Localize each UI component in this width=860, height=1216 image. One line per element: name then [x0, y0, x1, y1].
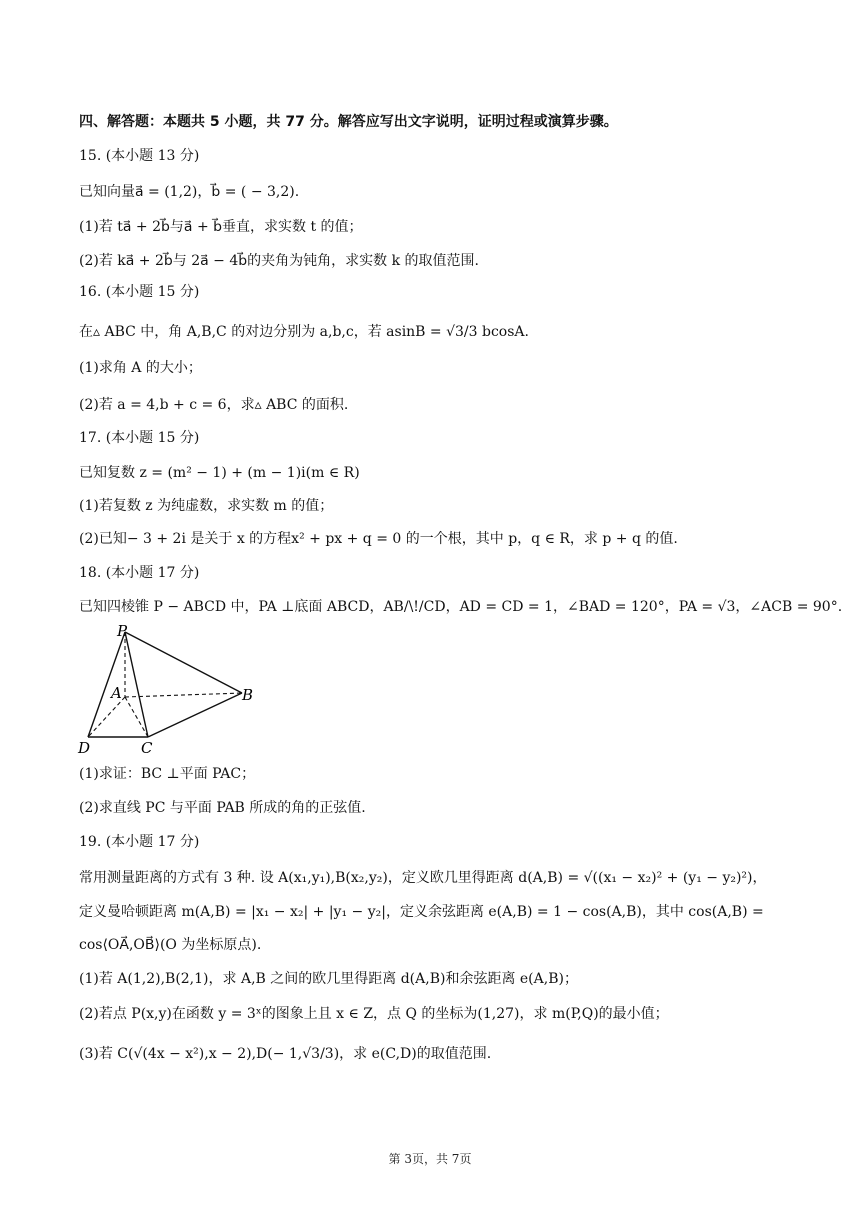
- problem-15-stem: 已知向量a⃗ = (1,2)，b⃗ = ( − 3,2).: [79, 184, 300, 200]
- edge-AC: [125, 697, 148, 737]
- label-C: C: [141, 739, 153, 757]
- problem-16-header: 16. (本小题 15 分): [79, 284, 200, 300]
- label-D: D: [78, 739, 91, 757]
- edge-AB: [125, 693, 242, 697]
- edge-CB: [148, 693, 242, 737]
- section-heading: 四、解答题：本题共 5 小题，共 77 分。解答应写出文字说明，证明过程或演算步骤。: [79, 114, 618, 130]
- problem-18-header: 18. (本小题 17 分): [79, 565, 200, 581]
- problem-15-header: 15. (本小题 13 分): [79, 148, 200, 164]
- problem-15-q2: (2)若 ka⃗ + 2b⃗与 2a⃗ − 4b⃗的夹角为钝角，求实数 k 的取值范围.: [79, 253, 479, 269]
- label-A: A: [111, 684, 122, 702]
- problem-18-q1: (1)求证：BC ⊥平面 PAC；: [79, 766, 256, 782]
- problem-19-stem-line3: cos⟨OA⃗,OB⃗⟩(O 为坐标原点).: [79, 937, 262, 953]
- problem-16-stem: 在▵ ABC 中，角 A,B,C 的对边分别为 a,b,c，若 asinB = √3/3 bcosA.: [79, 324, 529, 340]
- problem-19-stem-line2: 定义曼哈顿距离 m(A,B) = |x₁ − x₂| + |y₁ − y₂|，定义余弦距离 e(A,B) = 1 − cos(A,B)，其中 cos(A,B) =: [79, 904, 764, 920]
- edge-AD: [88, 697, 125, 737]
- label-P: P: [117, 622, 128, 640]
- edge-PC: [125, 632, 148, 737]
- pyramid-figure: [76, 620, 266, 760]
- page-footer: 第 3页，共 7页: [388, 1152, 472, 1166]
- problem-18-stem: 已知四棱锥 P − ABCD 中，PA ⊥底面 ABCD，AB/\!/CD，AD = CD = 1，∠BAD = 120°，PA = √3，∠ACB = 90°.: [79, 599, 843, 615]
- problem-17-header: 17. (本小题 15 分): [79, 430, 200, 446]
- problem-17-stem: 已知复数 z = (m² − 1) + (m − 1)i(m ∈ R): [79, 465, 360, 481]
- problem-17-q2: (2)已知− 3 + 2i 是关于 x 的方程x² + px + q = 0 的一个根，其中 p，q ∈ R，求 p + q 的值.: [79, 531, 678, 547]
- problem-19-stem-line1: 常用测量距离的方式有 3 种. 设 A(x₁,y₁),B(x₂,y₂)，定义欧几里得距离 d(A,B) = √((x₁ − x₂)² + (y₁ − y₂)²)，: [79, 870, 767, 886]
- problem-15-q1: (1)若 ta⃗ + 2b⃗与a⃗ + b⃗垂直，求实数 t 的值；: [79, 219, 363, 235]
- problem-18-q2: (2)求直线 PC 与平面 PAB 所成的角的正弦值.: [79, 800, 366, 816]
- problem-17-q1: (1)若复数 z 为纯虚数，求实数 m 的值；: [79, 498, 334, 514]
- problem-19-q3: (3)若 C(√(4x − x²),x − 2),D(− 1,√3/3)，求 e(C,D)的取值范围.: [79, 1046, 492, 1062]
- problem-19-q2: (2)若点 P(x,y)在函数 y = 3ˣ的图象上且 x ∈ Z，点 Q 的坐标为(1,27)，求 m(P,Q)的最小值；: [79, 1006, 669, 1022]
- problem-19-header: 19. (本小题 17 分): [79, 834, 200, 850]
- problem-19-q1: (1)若 A(1,2),B(2,1)，求 A,B 之间的欧几里得距离 d(A,B)和余弦距离 e(A,B)；: [79, 971, 578, 987]
- problem-16-q2: (2)若 a = 4,b + c = 6，求▵ ABC 的面积.: [79, 397, 349, 413]
- edge-PB: [125, 632, 242, 693]
- label-B: B: [242, 686, 254, 704]
- problem-16-q1: (1)求角 A 的大小；: [79, 360, 202, 376]
